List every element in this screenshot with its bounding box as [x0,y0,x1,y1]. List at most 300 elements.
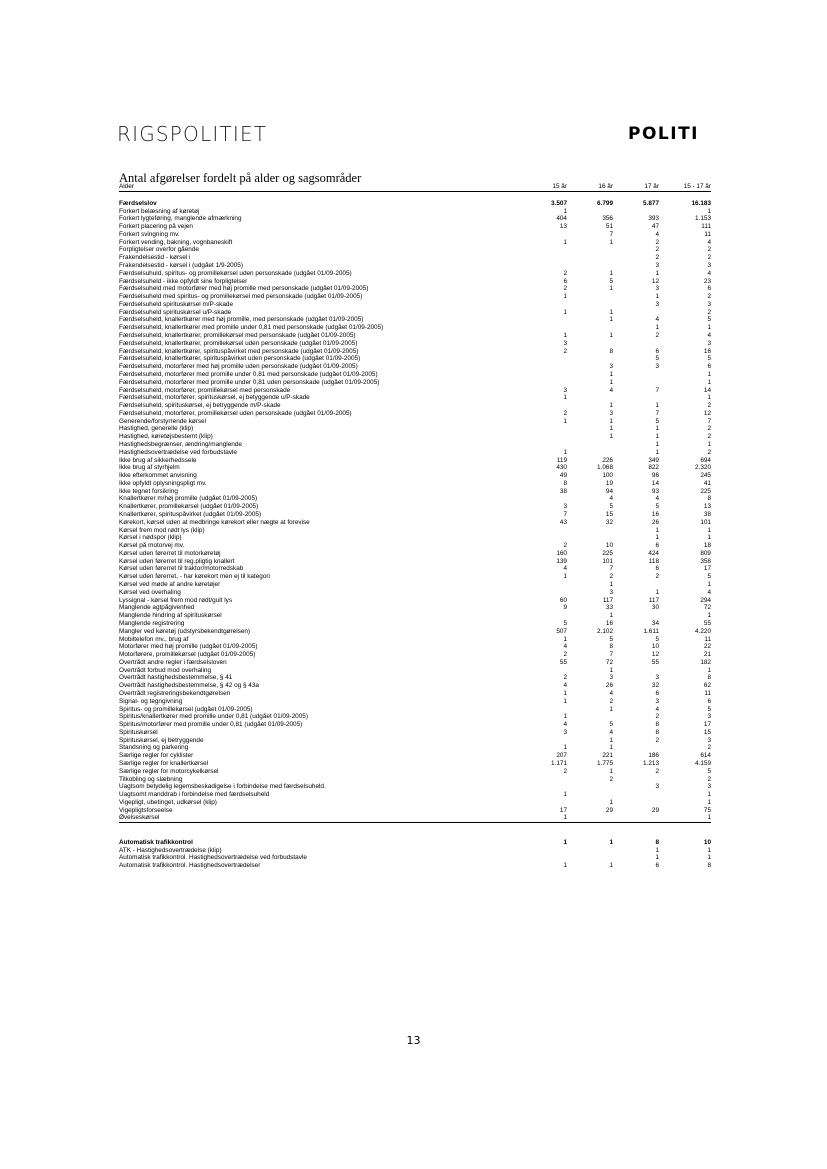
value-17: 2 [655,238,659,246]
value-16: 117 [602,596,613,604]
value-17 [613,667,659,675]
value-15: 8 [563,479,567,487]
value-15 [521,402,567,410]
value-17: 424 [648,549,659,557]
table-row [119,667,711,675]
table-row [119,783,711,791]
table-row [119,729,711,737]
value-17: 1 [655,448,659,456]
value-total: 11 [704,230,711,238]
value-17: 393 [648,215,659,223]
value-15: 119 [556,456,567,464]
value-17: 2 [655,713,659,721]
value-15 [521,363,567,371]
row-label: Færdselsuheld spirituskørsel m/P-skade [119,300,234,308]
value-15 [521,847,567,855]
value-17 [613,791,659,799]
row-label: Spirituskørsel, ej betryggende [119,736,204,744]
value-total: 225 [700,487,711,495]
value-15: 1 [563,791,567,799]
value-15 [521,799,567,807]
value-17: 1 [655,588,659,596]
table-row [119,558,711,566]
table-row [119,674,711,682]
value-15: 1.171 [551,760,567,768]
table-row [119,316,711,324]
value-16 [567,527,613,535]
value-total: 1 [707,526,711,534]
value-15 [521,301,567,309]
value-17: 3 [655,697,659,705]
value-17 [613,612,659,620]
value-total: 3 [707,736,711,744]
value-total: 182 [700,658,711,666]
row-label: Færdselsuheld med spiritus- og promillekørsel med personskade (udgået 01/09-2005) [119,293,363,301]
value-16: 5 [609,503,613,511]
row-label: Øvelseskørsel [119,814,521,822]
value-total: 614 [700,752,711,760]
value-17 [613,744,659,752]
row-label: Kørsel uden førerret til traktor/motorredskab [119,565,244,573]
value-17: 5.877 [643,199,659,207]
value-17 [613,776,659,784]
value-17: 117 [648,596,659,604]
value-15: 139 [556,557,567,565]
value-15: 1 [563,862,567,870]
table-row [119,480,711,488]
value-17: 1 [655,425,659,433]
value-17: 1.213 [643,760,659,768]
value-16: 1 [609,705,613,713]
table-row [119,433,711,441]
value-15 [521,737,567,745]
value-16: 1 [609,269,613,277]
table-row [119,379,711,387]
spacer-cell [119,823,711,831]
row-label: Færdselsuheld med motorfører med høj promille med personskade (udgået 01/09-2005) [119,285,369,293]
value-total: 1 [707,370,711,378]
row-label: Færdselsuheld, motorfører med promille under 0,81 uden personskade (udgået 01/09-2005) [119,378,380,386]
value-16: 7 [609,651,613,659]
value-15 [521,776,567,784]
value-total: 101 [700,518,711,526]
value-17: 12 [651,277,659,285]
row-label: Ikke brug af sikkerhedssele [119,456,197,464]
table-row [119,721,711,729]
row-label: Automatisk trafikkontrol. Hastighedsovertrædelser [119,862,261,870]
value-total: 8 [707,495,711,503]
value-16 [567,208,613,216]
table-row [119,814,711,822]
value-17: 1 [655,402,659,410]
value-total: 1 [707,324,711,332]
row-label: Færdselsuheld, motorfører, promillekørsel med personskade [119,386,291,394]
row-label: Generende/forstyrrende kørsel [119,417,207,425]
value-total: 1 [659,814,711,822]
value-16: 7 [609,230,613,238]
value-total: 22 [703,643,711,651]
value-16 [567,301,613,309]
value-15: 13 [559,223,567,231]
row-label: Ikke brug af styrhjelm [119,464,180,472]
value-15 [521,783,567,791]
table-row [119,682,711,690]
value-17: 118 [648,557,659,565]
spacer-cell [119,192,711,200]
table-row [119,293,711,301]
value-17: 7 [655,409,659,417]
value-17: 1 [655,293,659,301]
spacer-cell [119,831,711,839]
value-17: 6 [655,862,659,870]
table-row [119,612,711,620]
value-16: 226 [602,456,613,464]
row-label: Færdselsuhuld, spiritus- og promillekørsel uden personskade (udgået 01/09-2005) [119,269,352,277]
value-total: 4 [707,332,711,340]
value-16: 1 [609,425,613,433]
value-total: 38 [703,511,711,519]
row-label: Færdselsuheld, knallertkører, spirituspåvirket uden personskade (udgået 01/09-2005) [119,355,361,363]
row-label: Automatisk trafikkontrol [119,838,193,846]
value-total: 1 [707,394,711,402]
value-16: 5 [609,721,613,729]
value-total: 694 [700,456,711,464]
table-row [119,355,711,363]
value-15: 43 [559,518,567,526]
value-total: 1 [707,612,711,620]
value-16: 221 [602,752,613,760]
table-row [119,285,711,293]
value-15 [521,581,567,589]
table-row [119,371,711,379]
table-row [119,410,711,418]
row-label: ATK - Hastighedsovertrædelse (klip) [119,846,222,854]
value-16 [567,534,613,542]
column-header-17: 17 år [613,183,659,192]
row-label: Kørsel uden førerret, - har kørekort men ej til kategori [119,573,270,581]
value-16: 29 [605,806,613,814]
value-16: 8 [609,643,613,651]
table-row [119,332,711,340]
value-total: 16 [703,347,711,355]
table-row [119,472,711,480]
value-total: 5 [707,767,711,775]
data-table [119,183,711,870]
value-16: 1 [609,417,613,425]
value-total: 1 [707,378,711,386]
row-label: Spiritus/motorfører med promille under 0,81 (udgået 01/09-2005) [119,721,303,729]
value-16: 100 [602,472,613,480]
value-16: 225 [602,549,613,557]
value-17: 1 [655,854,659,862]
value-17: 6 [655,347,659,355]
value-17: 5 [655,355,659,363]
value-15 [521,262,567,270]
spacer-row [119,192,711,200]
value-16: 1 [609,433,613,441]
value-15: 1 [563,635,567,643]
value-16: 1 [609,798,613,806]
value-total: 3 [707,262,711,270]
value-total: 72 [703,604,711,612]
value-16: 3 [609,363,613,371]
table-row [119,862,711,870]
value-17: 12 [651,651,659,659]
value-16 [567,847,613,855]
value-total: 4.220 [695,627,711,635]
value-17: 2 [655,736,659,744]
value-total: 1 [707,207,711,215]
value-17: 1 [655,846,659,854]
value-17: 93 [651,487,659,495]
value-15 [521,589,567,597]
row-label: Vigepligtsforseelse [119,806,173,814]
table-row [119,425,711,433]
row-label: Spiritus- og promillekørsel (udgået 01/09-2005) [119,705,253,713]
value-15 [521,667,567,675]
value-15 [521,379,567,387]
value-15: 6 [563,277,567,285]
row-label: Færdselsuheld, motorfører med promille under 0,81 med personskade (udgået 01/09-2005) [119,370,378,378]
value-16: 1 [609,316,613,324]
table-body [119,192,711,870]
row-label: Ikke tegnet forsikring [119,487,178,495]
value-total: 10 [703,838,711,846]
table-row [119,511,711,519]
value-15: 3 [563,386,567,394]
value-17: 4 [655,495,659,503]
value-total: 809 [700,549,711,557]
table-row [119,278,711,286]
row-label: Færdselslov [119,199,157,207]
value-16 [567,814,613,822]
value-15: 49 [559,472,567,480]
value-17: 47 [651,223,659,231]
value-17 [613,581,659,589]
row-label: Kørsel på motorvej mv. [119,542,185,550]
table-row [119,340,711,348]
table-row [119,690,711,698]
value-15: 430 [556,464,567,472]
value-17: 7 [655,386,659,394]
value-16: 1 [609,308,613,316]
row-label: Motorførere, promillekørsel (udgået 01/09-2005) [119,651,256,659]
value-15: 60 [559,596,567,604]
value-16: 4 [609,689,613,697]
value-16: 4 [609,495,613,503]
table-row [119,847,711,855]
value-total: 294 [700,596,711,604]
row-label: Færdselsuheld, spirituskørsel, ej betryggende m/P-skade [119,402,281,410]
value-16: 5 [609,277,613,285]
table-row [119,760,711,768]
table-row [119,519,711,527]
value-17: 6 [655,689,659,697]
value-17: 55 [651,658,659,666]
value-16: 1.775 [597,760,613,768]
table-row [119,387,711,395]
value-17: 26 [651,518,659,526]
value-16: 1 [609,838,613,846]
value-16 [567,254,613,262]
value-17: 3 [655,674,659,682]
value-16: 6.799 [597,199,613,207]
value-16: 2.102 [597,627,613,635]
value-15: 38 [559,487,567,495]
table-row [119,208,711,216]
value-17: 1.611 [643,627,659,635]
row-label: Færdselsuheld spirituskørsel u/P-skade [119,308,232,316]
table-row [119,301,711,309]
row-label: Lyssignal - kørsel frem mod rødt/gult lys [119,596,233,604]
row-label: Automatisk trafikkontrol. Hastighedsovertrædelse ved forbudstavle [119,854,307,862]
row-label: Signal- og tegngivning [119,697,183,705]
value-17: 8 [655,838,659,846]
value-15: 9 [563,604,567,612]
value-15: 1 [563,238,567,246]
row-label: Forkert lygteføring, manglende afmærkning [119,215,242,223]
table-row [119,418,711,426]
value-16 [567,449,613,457]
value-15 [521,254,567,262]
row-label: Færdselsuheld, motorfører med høj promille uden personskade (udgået 01/09-2005) [119,363,358,371]
value-17: 1 [655,433,659,441]
row-label: Motorfører med høj promille (udgået 01/09-2005) [119,643,258,651]
value-total: 2 [707,402,711,410]
value-total: 1 [707,666,711,674]
table-row [119,239,711,247]
row-label: Færdselsuheld - ikke opfyldt sine forpligtelser [119,277,248,285]
value-15: 4 [563,682,567,690]
value-16: 5 [609,635,613,643]
row-label: Overtrådt registreringsbekendtgørelsen [119,689,231,697]
row-label: Færdselsuheld, knallertkører, spirituspåvirket med personskade (udgået 01/09-2005) [119,347,359,355]
value-15: 2 [563,285,567,293]
value-15: 1 [563,332,567,340]
value-17 [613,394,659,402]
column-header-total: 15 - 17 år [659,183,711,192]
value-total: 12 [703,409,711,417]
value-16: 19 [605,479,613,487]
value-total: 11 [704,635,711,643]
table-row [119,659,711,667]
table-row [119,565,711,573]
value-15: 2 [563,347,567,355]
value-15 [521,316,567,324]
row-label: Overtrådt hastighedsbestemmelse, § 42 og § 43a [119,682,259,690]
row-label: Forpligtelser overfor gående [119,246,199,254]
table-row [119,698,711,706]
table-row [119,643,711,651]
value-total: 8 [707,862,711,870]
value-16: 33 [605,604,613,612]
value-16: 1 [609,285,613,293]
value-total: 4 [707,238,711,246]
value-total: 2 [707,744,711,752]
row-label: Kørsel uden førerret til reg.pligtig knallert [119,557,235,565]
value-16: 1 [609,378,613,386]
value-17: 16 [651,511,659,519]
value-16: 3 [609,674,613,682]
row-label: Knallertkører, promillekørsel (udgået 01/09-2005) [119,503,259,511]
value-17: 3 [655,300,659,308]
value-17: 2 [655,767,659,775]
value-16: 101 [602,557,613,565]
table-row [119,441,711,449]
value-16 [567,783,613,791]
table-row [119,402,711,410]
value-17: 186 [648,752,659,760]
row-label: Overtrådt hastighedsbestemmelse, § 41 [119,674,233,682]
value-15: 507 [556,627,567,635]
value-total: 2.320 [695,464,711,472]
value-15 [521,527,567,535]
value-16: 1 [609,612,613,620]
column-header-16: 16 år [567,183,613,192]
row-label: Knallertkører, spirituspåvirket (udgået 01/09-2005) [119,511,262,519]
spacer-row [119,823,711,831]
value-15: 1 [563,448,567,456]
value-15 [521,231,567,239]
value-17: 349 [648,456,659,464]
row-label: Overtrådt andre regler i færdselsloven [119,658,227,666]
value-total: 11 [704,689,711,697]
value-17: 1 [655,269,659,277]
table-row [119,573,711,581]
row-label: Standsning og parkering [119,744,189,752]
table-row [119,464,711,472]
table-row [119,394,711,402]
value-15: 55 [559,658,567,666]
value-16: 3 [609,588,613,596]
value-17: 32 [651,682,659,690]
table-row [119,799,711,807]
value-16 [567,355,613,363]
rigspolitiet-logo-text: RIGSPOLITIET [117,122,268,146]
value-17: 8 [655,728,659,736]
value-total: 4 [707,269,711,277]
table-row [119,737,711,745]
value-17: 1 [655,324,659,332]
value-15 [521,495,567,503]
value-15: 4 [563,565,567,573]
value-15: 7 [563,511,567,519]
row-label: Knallertkører m/høj promille (udgået 01/09-2005) [119,495,258,503]
value-16: 1 [609,370,613,378]
value-16 [567,262,613,270]
value-total: 2 [707,293,711,301]
value-17: 1 [655,526,659,534]
value-total: 2 [707,448,711,456]
value-16: 356 [602,215,613,223]
value-16: 2 [609,697,613,705]
value-16: 7 [609,565,613,573]
value-total: 5 [707,705,711,713]
row-label: Forkert vending, bakning, vognbaneskift [119,238,233,246]
value-16: 72 [605,658,613,666]
value-total: 1 [707,846,711,854]
value-16: 32 [605,518,613,526]
row-label: Spirituskørsel [119,728,158,736]
table-row [119,309,711,317]
value-15: 3 [563,339,567,347]
value-total: 5 [707,355,711,363]
row-label: Kørsel ved møde af andre køretøjer [119,581,221,589]
row-label: Hastighed, køretøjsbestemt (klip) [119,433,213,441]
value-15: 4 [563,643,567,651]
row-label: Færdselsuheld, knallertkører, promillekørsel med personskade (udgået 01/09-2005) [119,332,356,340]
value-17: 4 [655,705,659,713]
